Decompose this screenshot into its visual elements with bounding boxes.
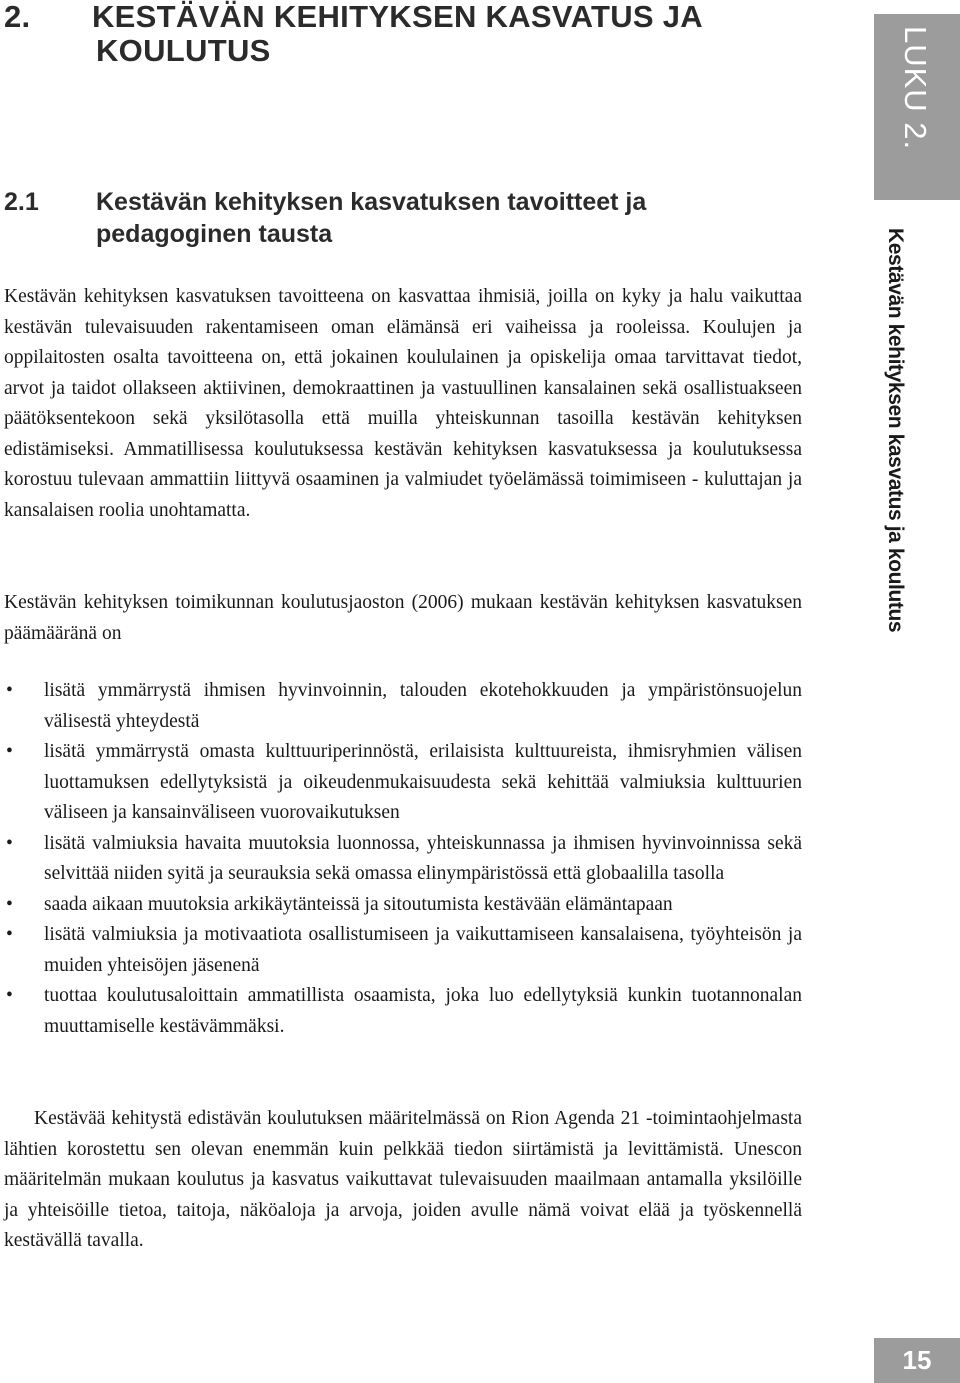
bullet-icon: • — [6, 985, 13, 1006]
list-item — [4, 829, 802, 890]
section-title-line1: Kestävän kehityksen kasvatuksen tavoitteet ja — [96, 188, 647, 216]
section-title — [4, 186, 824, 250]
bullet-icon: • — [6, 924, 13, 945]
list-item — [4, 920, 802, 981]
chapter-tab-label: LUKU 2. — [898, 26, 933, 151]
list-item-text: tuottaa koulutusaloittain ammatillista osaamista, joka luo edellytyksiä kunkin tuotannonalan muuttamiselle kestävämmäksi. — [44, 985, 802, 1037]
list-item — [4, 737, 802, 829]
bullet-icon: • — [6, 832, 13, 854]
list-item — [4, 676, 802, 737]
list-item-text: lisätä ymmärrystä ihmisen hyvinvoinnin, talouden ekotehokkuuden ja ympäristönsuojelun välisestä yhteydestä — [44, 680, 802, 732]
list-item-text: lisätä ymmärrystä omasta kulttuuriperinnöstä, erilaisista kulttuureista, ihmisryhmien välisen luottamuksen edellytyksistä ja oikeudenmukaisuudesta sekä kehittää valmiuksia kulttuurien väliseen ja kansainväliseen vuorovaikutuksen — [44, 741, 802, 823]
goals-list — [4, 676, 802, 1042]
chapter-title — [4, 0, 824, 68]
list-item-text: lisätä valmiuksia havaita muutoksia luonnossa, yhteiskunnassa ja ihmisen hyvinvoinnissa sekä selvittää niiden syitä ja seurauksia sekä omassa elinympäristössä että globaalilla tasolla — [44, 832, 802, 884]
bullet-icon: • — [6, 680, 13, 701]
intro-paragraph: Kestävän kehityksen kasvatuksen tavoitteena on kasvattaa ihmisiä, joilla on kyky ja halu vaikuttaa kestävän tulevaisuuden rakentamiseen oman elämänsä eri vaiheissa ja rooleissa. Koulujen ja oppilaitosten osalta tavoitteena on, että jokainen koululainen ja opiskelija omaa tarvittavat tiedot, arvot ja taidot ollakseen aktiivinen, demokraattinen ja vastuullinen kansalainen sekä osallistuakseen päätöksentekoon sekä yksilötasolla että muilla yhteiskunnan tasoilla kestävän kehityksen edistämiseksi. Ammatillisessa koulutuksessa kestävän kehityksen kasvatuksessa ja koulutuksessa korostuu tulevaan ammattiin liittyvä osaaminen ja valmiudet työelämässä toimimiseen - kuluttajan ja kansalaisen roolia unohtamatta. — [4, 286, 802, 521]
page-number: 15 — [874, 1338, 960, 1383]
definition-paragraph: Kestävää kehitystä edistävän koulutuksen määritelmässä on Rion Agenda 21 -toimintaohjelmasta lähtien korostettu sen olevan enemmän kuin pelkkää tiedon siirtämistä ja levittämistä. Unescon määritelmän mukaan koulutus ja kasvatus vaikuttavat tulevaisuuden maailmaan antamalla yksilöille ja yhteisöille tietoa, taitoja, näköaloja ja arvoja, joiden avulle nämä voivat elää ja työskennellä kestävällä tavalla. — [4, 1108, 802, 1251]
bullet-icon: • — [6, 893, 13, 915]
running-title: Kestävän kehityksen kasvatus ja koulutus — [884, 228, 907, 633]
list-item — [4, 981, 802, 1042]
bullet-icon: • — [6, 741, 13, 762]
section-number: 2.1 — [4, 188, 39, 216]
list-item-text: lisätä valmiuksia ja motivaatiota osallistumiseen ja vaikuttamiseen kansalaisena, työyhteisön ja muiden yhteisöjen jäsenenä — [44, 924, 802, 976]
chapter-title-line1: KESTÄVÄN KEHITYKSEN KASVATUS JA — [92, 0, 703, 34]
chapter-tab — [874, 14, 960, 200]
chapter-title-line2: KOULUTUS — [96, 33, 271, 68]
list-item-text: saada aikaan muutoksia arkikäytänteissä ja sitoutumista kestävään elämäntapaan — [44, 893, 673, 915]
goals-intro-paragraph: Kestävän kehityksen toimikunnan koulutusjaoston (2006) mukaan kestävän kehityksen kasvatuksen päämääränä on — [4, 592, 802, 644]
section-title-line2: pedagoginen tausta — [96, 220, 333, 248]
list-item — [4, 890, 802, 921]
chapter-number: 2. — [4, 0, 31, 34]
